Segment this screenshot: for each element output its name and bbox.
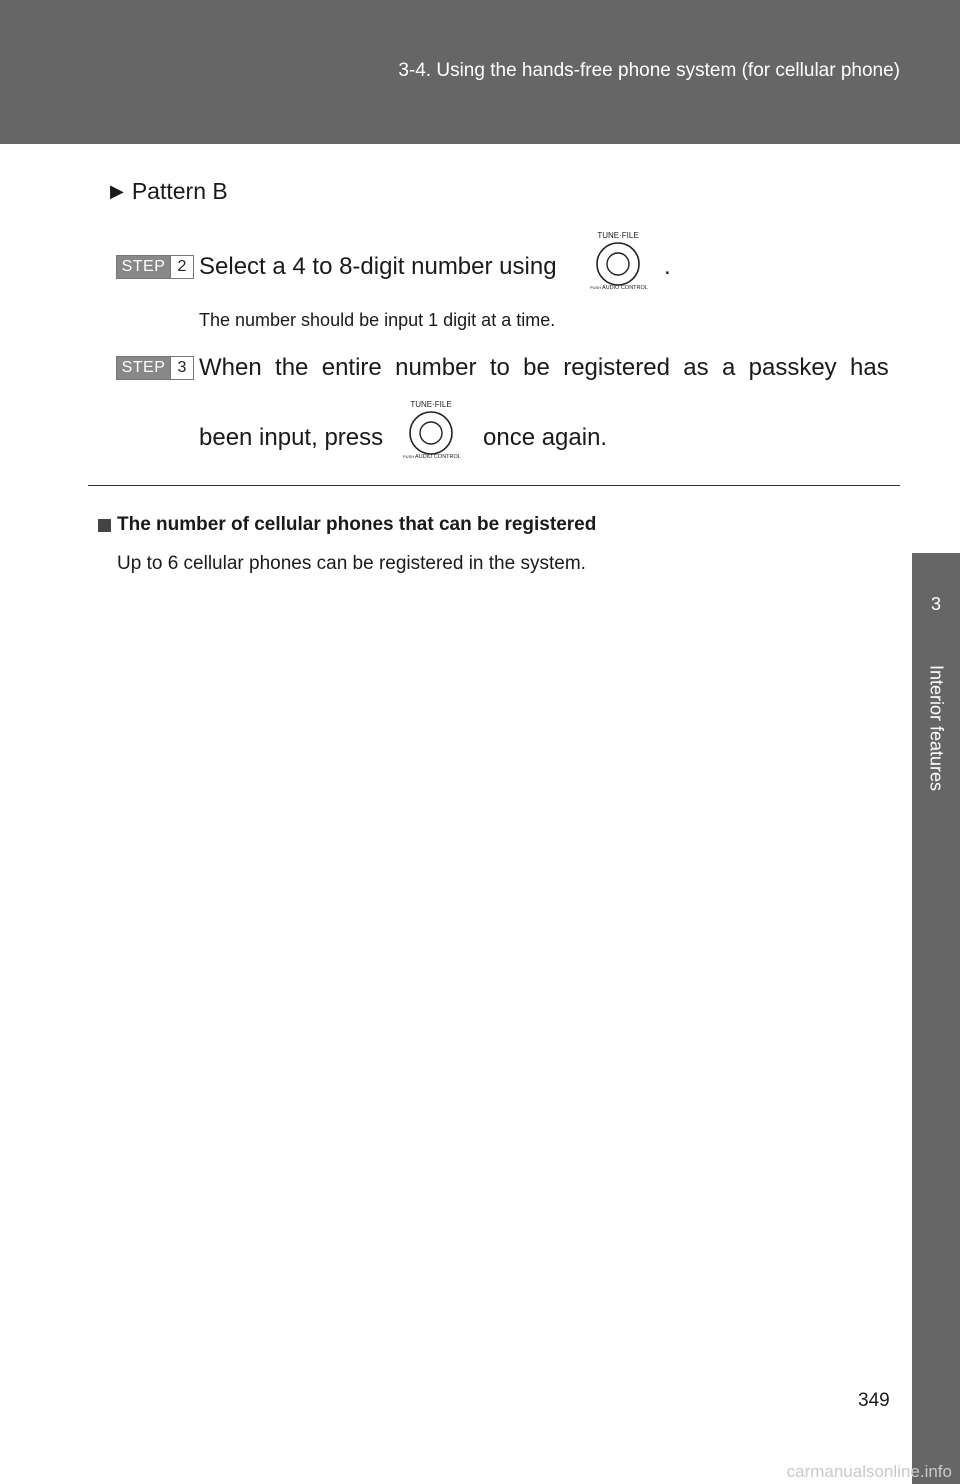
step-badge-label: STEP [117, 357, 170, 379]
section-heading-text: The number of cellular phones that can be registered [117, 514, 597, 535]
knob-push-label: PUSH [590, 285, 602, 290]
section-heading [98, 514, 596, 536]
step-badge-number: 3 [170, 357, 193, 379]
knob-bottom-label: AUDIO CONTROL [602, 285, 648, 291]
side-tab-chapter-number: 3 [912, 553, 960, 655]
knob-bottom-label: AUDIO CONTROL [415, 454, 461, 460]
step-2-note: The number should be input 1 digit at a time. [199, 310, 556, 330]
square-bullet-icon [98, 519, 111, 532]
step-2-text: Select a 4 to 8-digit number using [199, 253, 557, 280]
knob-push-label: PUSH [403, 454, 415, 459]
triangle-arrow-icon: ▶ [110, 181, 124, 201]
step-3-line-2-start: been input, press [199, 424, 384, 451]
page-header [0, 0, 960, 144]
header-title: 3-4. Using the hands-free phone system (for cellular phone) [398, 60, 900, 81]
step-2-period: . [664, 253, 671, 280]
step-badge-label: STEP [117, 256, 170, 278]
step-2-badge [116, 255, 194, 279]
side-tab-label-text: Interior features [926, 665, 947, 792]
tune-file-knob-icon [584, 228, 652, 292]
step-badge-number: 2 [170, 256, 193, 278]
page-number: 349 [858, 1390, 890, 1411]
knob-top-label: TUNE·FILE [597, 231, 639, 240]
knob-top-label: TUNE·FILE [410, 400, 452, 409]
step-3-line-2-end: once again. [483, 424, 608, 451]
section-body: Up to 6 cellular phones can be registered in the system. [117, 553, 586, 574]
step-3-badge [116, 356, 194, 380]
step-3-line-1: When the entire number to be registered as a passkey has [199, 354, 889, 381]
side-tab-chapter-label [912, 655, 960, 1484]
pattern-label: Pattern B [131, 178, 228, 204]
pattern-heading [110, 178, 228, 205]
tune-file-knob-icon [397, 397, 465, 461]
watermark: carmanualsonline.info [786, 1462, 952, 1481]
section-divider [88, 485, 900, 486]
